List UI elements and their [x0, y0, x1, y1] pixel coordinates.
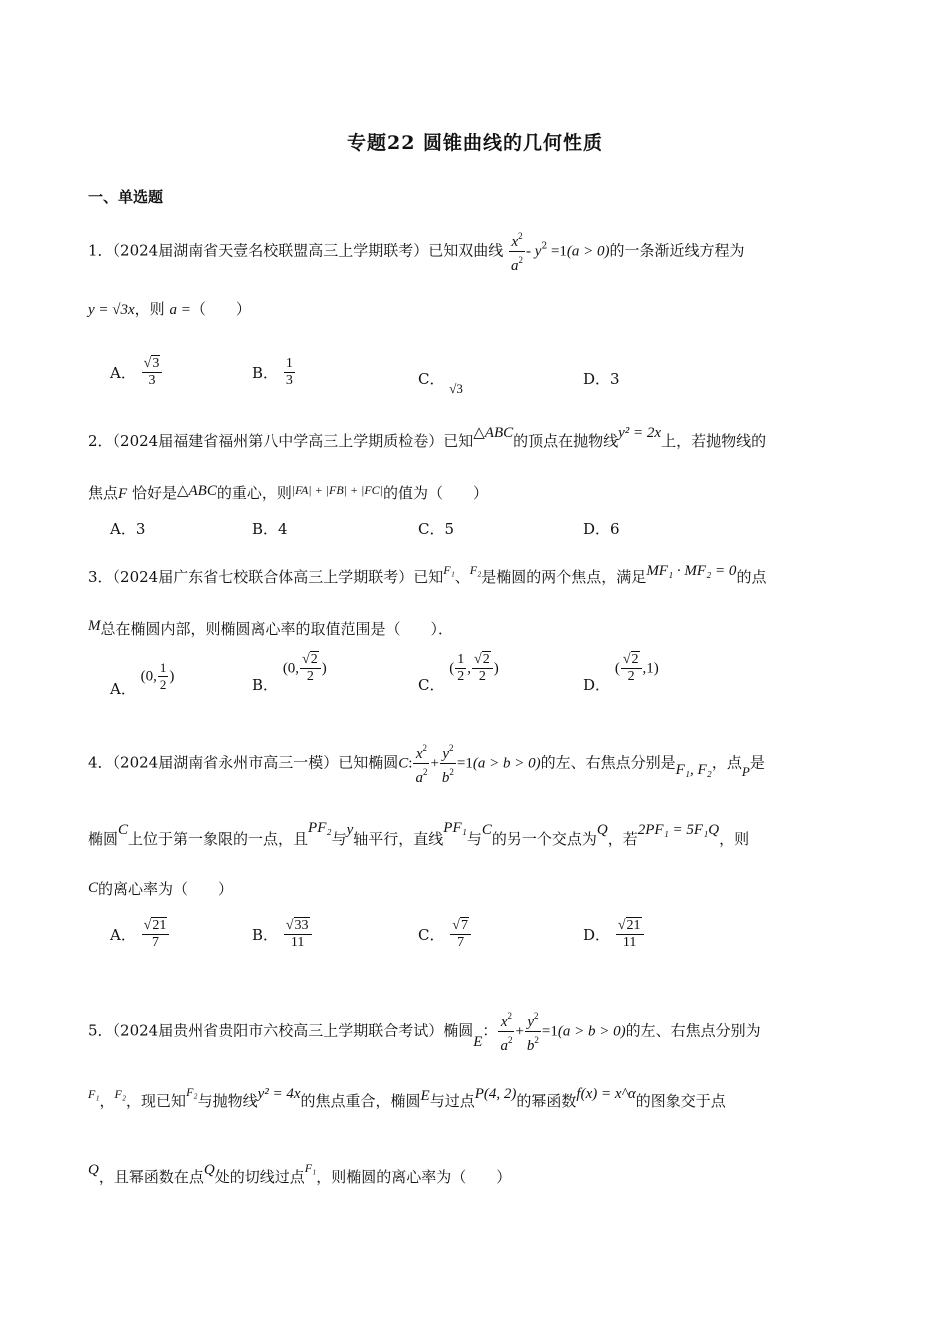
focus-label: F — [118, 486, 128, 502]
focus-2-label: F₂ — [469, 563, 482, 577]
question-text: 椭圆 — [88, 830, 119, 848]
question-text: 与过点 — [429, 1092, 475, 1110]
question-text: 总在椭圆内部，则椭圆离心率的取值范围是（ ）． — [100, 620, 454, 638]
question-text: 的左、右焦点分别是 — [540, 753, 676, 772]
power-function: f(x) = x^α — [576, 1086, 636, 1102]
question-4-line-2: 椭圆C上位于第一象限的一点，且PF₂与y轴平行，直线PF₁与C的另一个交点为Q，若2PF₁ = 5F₁Q，则 — [88, 820, 750, 848]
question-text: 的幂函数 — [516, 1092, 577, 1110]
question-text: 与 — [331, 830, 347, 848]
page-title: 专题22 圆锥曲线的几何性质 — [346, 132, 604, 154]
question-text: 的图象交于点 — [635, 1092, 726, 1110]
option-value: 3 — [135, 520, 146, 538]
q3-option-d[interactable]: D． ( $\frac{√2}{2}$ ,1) — [583, 652, 659, 694]
question-text: ，则 — [719, 830, 750, 848]
question-text: ，则椭圆的离心率为（ ） — [316, 1168, 512, 1186]
parabola-equation: y² = 2x — [618, 425, 662, 441]
question-text: 椭圆 — [443, 1021, 474, 1040]
focus-1-label: F₁ — [443, 563, 455, 577]
q4-option-b[interactable]: B． $\frac{√33}{11}$ — [252, 918, 313, 951]
question-text: 已知椭圆 — [338, 753, 399, 772]
question-text: 的左、右焦点分别为 — [625, 1021, 761, 1040]
q3-option-b[interactable]: B． (0, $\frac{√2}{2}$ ) — [252, 652, 327, 694]
question-text: 上位于第一象限的一点，且 — [128, 830, 309, 848]
option-value: 3 — [610, 369, 620, 388]
ellipse-label: E — [473, 1033, 483, 1050]
question-text: 是 — [749, 753, 765, 772]
option-value: $\frac{√3}{3}$ — [142, 356, 163, 389]
asked-quantity: a = — [169, 302, 191, 318]
question-5: 5．（2024届贵州省贵阳市六校高三上学期联合考试）椭圆E： $\frac{x^2}{a^2}$ + $\frac{y^2}{b^2}$ =1(a > b > 0)的左、右焦点分别为 — [88, 1008, 761, 1055]
q2-option-d[interactable]: D．6 — [583, 520, 620, 538]
question-3-line-2 — [88, 618, 453, 639]
option-value: √3 — [449, 380, 463, 396]
question-text: 的离心率为（ ） — [98, 880, 234, 898]
question-text: 已知双曲线 — [428, 241, 504, 260]
question-text: 的顶点在抛物线 — [513, 432, 619, 450]
segment-relation: 2PF₁ = 5F₁Q — [637, 822, 720, 838]
question-text: 已知 — [443, 432, 474, 450]
dot-product-condition: MF₁ · MF₂ = 0 — [646, 563, 737, 579]
question-source: （2024届贵州省贵阳市六校高三上学期联合考试） — [112, 1021, 444, 1040]
asymptote-equation: y = √3x — [88, 302, 135, 318]
point-coordinates: P(4, 2) — [474, 1086, 517, 1102]
question-2-line-2 — [88, 482, 488, 503]
question-text: ，且幂函数在点 — [98, 1168, 204, 1186]
question-text: 上，若抛物线的 — [661, 432, 767, 450]
q1-option-b[interactable]: B． $\frac{1}{3}$ — [252, 356, 293, 388]
ellipse-condition: (a > b > 0) — [557, 1023, 626, 1040]
q3-option-c[interactable]: C． ( $\frac{1}{2}$ , $\frac{√2}{2}$ ) — [418, 652, 499, 694]
question-text: 已知 — [413, 568, 444, 586]
answer-paren: （ ） — [190, 300, 251, 318]
ellipse-condition: (a > b > 0) — [472, 755, 541, 772]
question-source: （2024届湖南省天壹名校联盟高三上学期联考） — [112, 241, 429, 260]
question-text: 恰好是 — [131, 484, 177, 502]
distance-sum: |FA| + |FB| + |FC| — [291, 483, 383, 497]
ellipse-label: C — [118, 822, 129, 838]
question-text: 与 — [466, 830, 482, 848]
question-1: 1．（2024届湖南省天壹名校联盟高三上学期联考）已知双曲线 $\frac{x^2}{a^2}$ - $y^2 =1(a > 0)$的一条渐近线方程为 — [88, 228, 745, 275]
q2-option-b[interactable]: B．4 — [252, 520, 288, 538]
q1-option-c[interactable]: C． √3 — [418, 370, 463, 396]
parabola-equation: y² = 4x — [257, 1086, 301, 1102]
triangle-label: △ABC — [473, 425, 514, 441]
option-value: 4 — [278, 520, 288, 538]
question-4-line-3: C的离心率为（ ） — [88, 880, 234, 898]
q1-option-d[interactable]: D．3 — [583, 369, 620, 388]
question-5-line-2: $^{F_1}$，$^{F_2}$，现已知$^{F_2}$与抛物线y² = 4x的焦点重合，椭圆E与过点P(4, 2)的幂函数f(x) = x^α的图象交于点 — [88, 1085, 726, 1110]
q2-option-a[interactable]: A．3 — [110, 520, 146, 538]
question-text: 与抛物线 — [197, 1092, 258, 1110]
question-text: 的焦点重合，椭圆 — [300, 1092, 421, 1110]
q3-option-a[interactable]: A． (0, $\frac{1}{2}$ ) — [110, 660, 175, 698]
question-text: 的另一个交点为 — [491, 830, 597, 848]
option-value: $\frac{1}{3}$ — [285, 356, 293, 388]
option-value: 6 — [610, 520, 620, 538]
question-3: 3．（2024届广东省七校联合体高三上学期联考）已知$^{F_1}$、$^{F_2}$是椭圆的两个焦点，满足MF₁ · MF₂ = 0的点 — [88, 563, 767, 586]
question-text: 焦点 — [88, 484, 119, 502]
q2-option-c[interactable]: C．5 — [418, 520, 455, 538]
option-value: 5 — [444, 520, 455, 538]
hyperbola-fraction: $\frac{x^2}{a^2}$ — [509, 228, 525, 275]
question-source: （2024届福建省福州第八中学高三上学期质检卷） — [112, 432, 444, 450]
question-text: ，点 — [711, 753, 742, 772]
question-number: 4． — [88, 753, 113, 772]
question-text: ，现已知 — [126, 1092, 187, 1110]
q4-option-d[interactable]: D． $\frac{√21}{11}$ — [583, 918, 645, 951]
question-4: 4．（2024届湖南省永州市高三一模）已知椭圆C: $\frac{x^2}{a^2}$ + $\frac{y^2}{b^2}$ =1(a > b > 0)的左、右焦点分别是F₁, F₂，点P是 — [88, 740, 765, 787]
question-source: （2024届广东省七校联合体高三上学期联考） — [112, 568, 414, 586]
question-number: 5． — [88, 1021, 113, 1040]
foci-labels: F₁, F₂ — [675, 761, 712, 778]
question-text: 是椭圆的两个焦点，满足 — [481, 568, 647, 586]
question-text: 的一条渐近线方程为 — [609, 241, 745, 260]
question-text: 处的切线过点 — [214, 1168, 305, 1186]
question-number: 1． — [88, 241, 113, 260]
question-1-line-2 — [88, 298, 251, 319]
q4-option-c[interactable]: C． $\frac{√7}{7}$ — [418, 918, 472, 951]
question-number: 2． — [88, 432, 113, 450]
question-5-line-3: Q，且幂函数在点Q处的切线过点$^{F_1}$，则椭圆的离心率为（ ） — [88, 1161, 512, 1186]
q4-option-a[interactable]: A． $\frac{√21}{7}$ — [110, 918, 170, 951]
question-text: 轴平行，直线 — [353, 830, 444, 848]
question-text: 的值为（ ） — [382, 484, 488, 502]
question-text: ，若 — [607, 830, 638, 848]
point-label: M — [88, 618, 101, 634]
question-text: 的点 — [736, 568, 767, 586]
question-text: 的重心，则 — [216, 484, 292, 502]
q1-option-a[interactable]: A． $\frac{√3}{3}$ — [110, 356, 163, 389]
section-heading: 一、单选题 — [88, 188, 164, 206]
triangle-label: △ABC — [176, 483, 217, 499]
point-label: P — [741, 763, 750, 779]
hyperbola-condition: (a > 0) — [566, 243, 610, 260]
question-number: 3． — [88, 568, 113, 586]
question-source: （2024届湖南省永州市高三一模） — [112, 753, 339, 772]
question-2 — [88, 425, 767, 451]
question-text: ，则 — [134, 300, 165, 318]
